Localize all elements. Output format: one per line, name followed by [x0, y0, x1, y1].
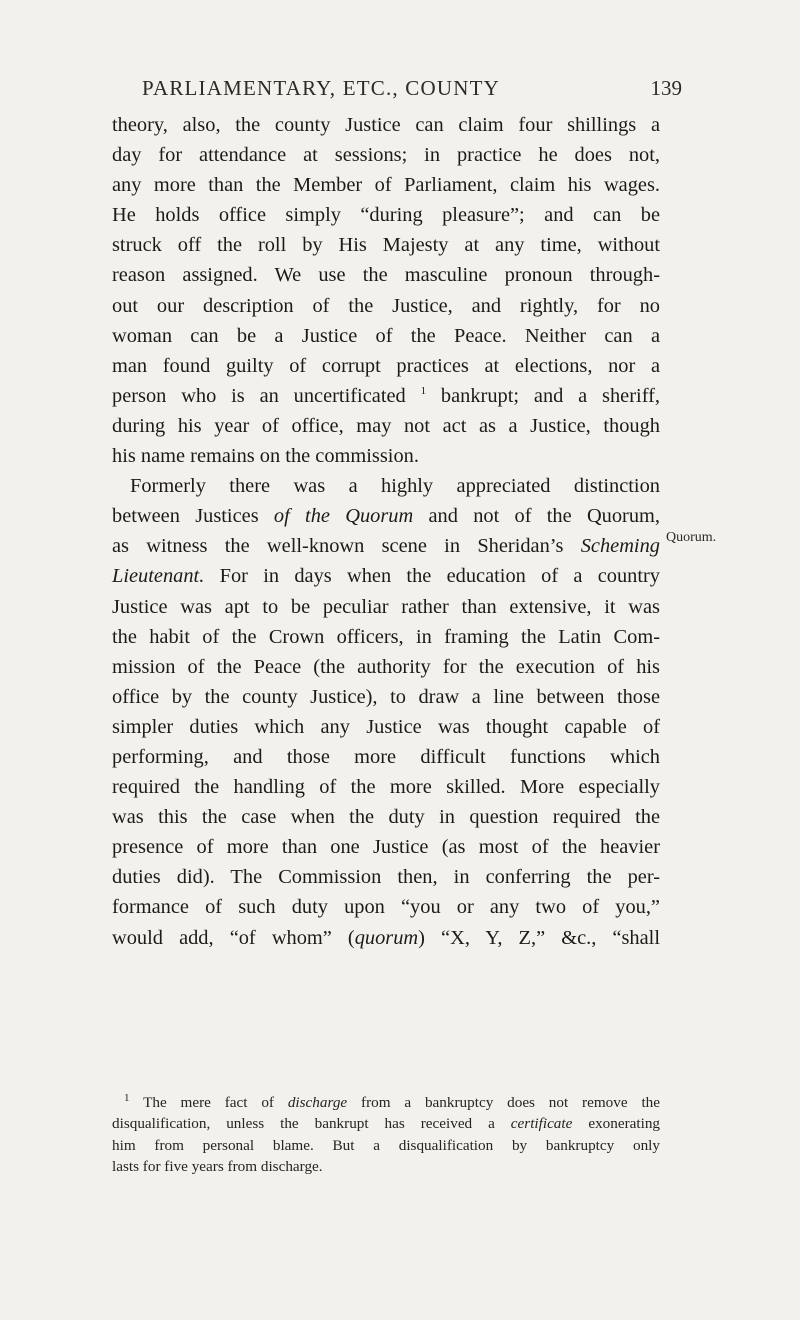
text-line: the habit of the Crown officers, in framing the Latin Com-: [112, 625, 660, 648]
text-line: during his year of office, may not act as a Justice, though: [112, 414, 660, 437]
text-line: [112, 531, 660, 561]
text-line: any more than the Member of Parliament, claim his wages.: [112, 174, 660, 197]
footnote: [112, 1092, 660, 1178]
text-line: was this the case when the duty in question required the: [112, 806, 660, 829]
body-text: [112, 110, 660, 953]
italic-phrase: of the Quorum: [273, 505, 414, 528]
text-line: man found guilty of corrupt practices at elections, nor a: [112, 354, 660, 377]
text-line: [112, 561, 660, 591]
text-line: [112, 381, 660, 411]
footnote-reference: 1: [420, 385, 427, 398]
text-segment: The mere fact of: [143, 1094, 274, 1111]
italic-word: discharge: [287, 1094, 348, 1111]
text-line: [112, 501, 660, 531]
italic-title: Scheming: [580, 535, 660, 558]
text-segment: disqualification, unless the bankrupt has received a: [112, 1115, 495, 1133]
italic-word: quorum: [354, 926, 419, 949]
text-line: He holds office simply “during pleasure”; and can be: [112, 204, 660, 227]
italic-title: Lieutenant.: [112, 565, 205, 588]
text-line: performing, and those more difficult functions which: [112, 745, 660, 768]
page-header: [142, 76, 682, 112]
text-segment: between Justices: [112, 505, 259, 528]
page-number: 139: [650, 76, 682, 100]
text-line: woman can be a Justice of the Peace. Neither can a: [112, 324, 660, 347]
text-line: theory, also, the county Justice can claim four shillings a: [112, 114, 660, 136]
text-segment: exonerating: [588, 1115, 661, 1133]
text-segment: would add, “of whom” (: [112, 926, 355, 949]
text-line: reason assigned. We use the masculine pronoun through-: [112, 264, 660, 287]
text-line: office by the county Justice), to draw a line between those: [112, 685, 660, 708]
text-line: Justice was apt to be peculiar rather than extensive, it was: [112, 595, 660, 618]
footnote-line: lasts for five years from discharge.: [112, 1158, 323, 1176]
footnote-line: him from personal blame. But a disqualification by bankruptcy only: [112, 1136, 660, 1154]
text-line: formance of such duty upon “you or any two of you,”: [112, 896, 660, 919]
text-line: day for attendance at sessions; in practice he does not,: [112, 144, 660, 167]
text-segment: from a bankruptcy does not remove the: [361, 1094, 660, 1111]
text-segment: ) “X, Y, Z,” &c., “shall: [418, 926, 660, 949]
text-line: [112, 923, 660, 953]
text-segment: as witness the well-known scene in Sheridan’s: [112, 535, 564, 558]
footnote-line: [112, 1092, 660, 1113]
text-segment: For in days when the education of a country: [219, 565, 660, 588]
text-line: required the handling of the more skilled. More especially: [112, 776, 660, 799]
text-line: his name remains on the commission.: [112, 445, 419, 468]
text-line: mission of the Peace (the authority for the execution of his: [112, 655, 660, 678]
text-line: struck off the roll by His Majesty at any time, without: [112, 234, 660, 257]
text-segment: bankrupt; and a sheriff,: [440, 384, 660, 407]
footnote-line: [112, 1113, 660, 1134]
italic-word: certificate: [510, 1115, 573, 1133]
margin-note: Quorum.: [666, 530, 717, 545]
footnote-marker: 1: [124, 1091, 130, 1104]
text-segment: person who is an uncertificated: [112, 384, 406, 407]
text-line: duties did). The Commission then, in conferring the per-: [112, 866, 660, 889]
text-line: out our description of the Justice, and rightly, for no: [112, 294, 660, 317]
running-head: PARLIAMENTARY, ETC., COUNTY: [142, 76, 501, 100]
text-line: presence of more than one Justice (as most of the heavier: [112, 836, 660, 859]
text-line: Formerly there was a highly appreciated distinction: [130, 475, 660, 498]
text-segment: and not of the Quorum,: [428, 505, 661, 528]
text-line: simpler duties which any Justice was thought capable of: [112, 715, 660, 738]
